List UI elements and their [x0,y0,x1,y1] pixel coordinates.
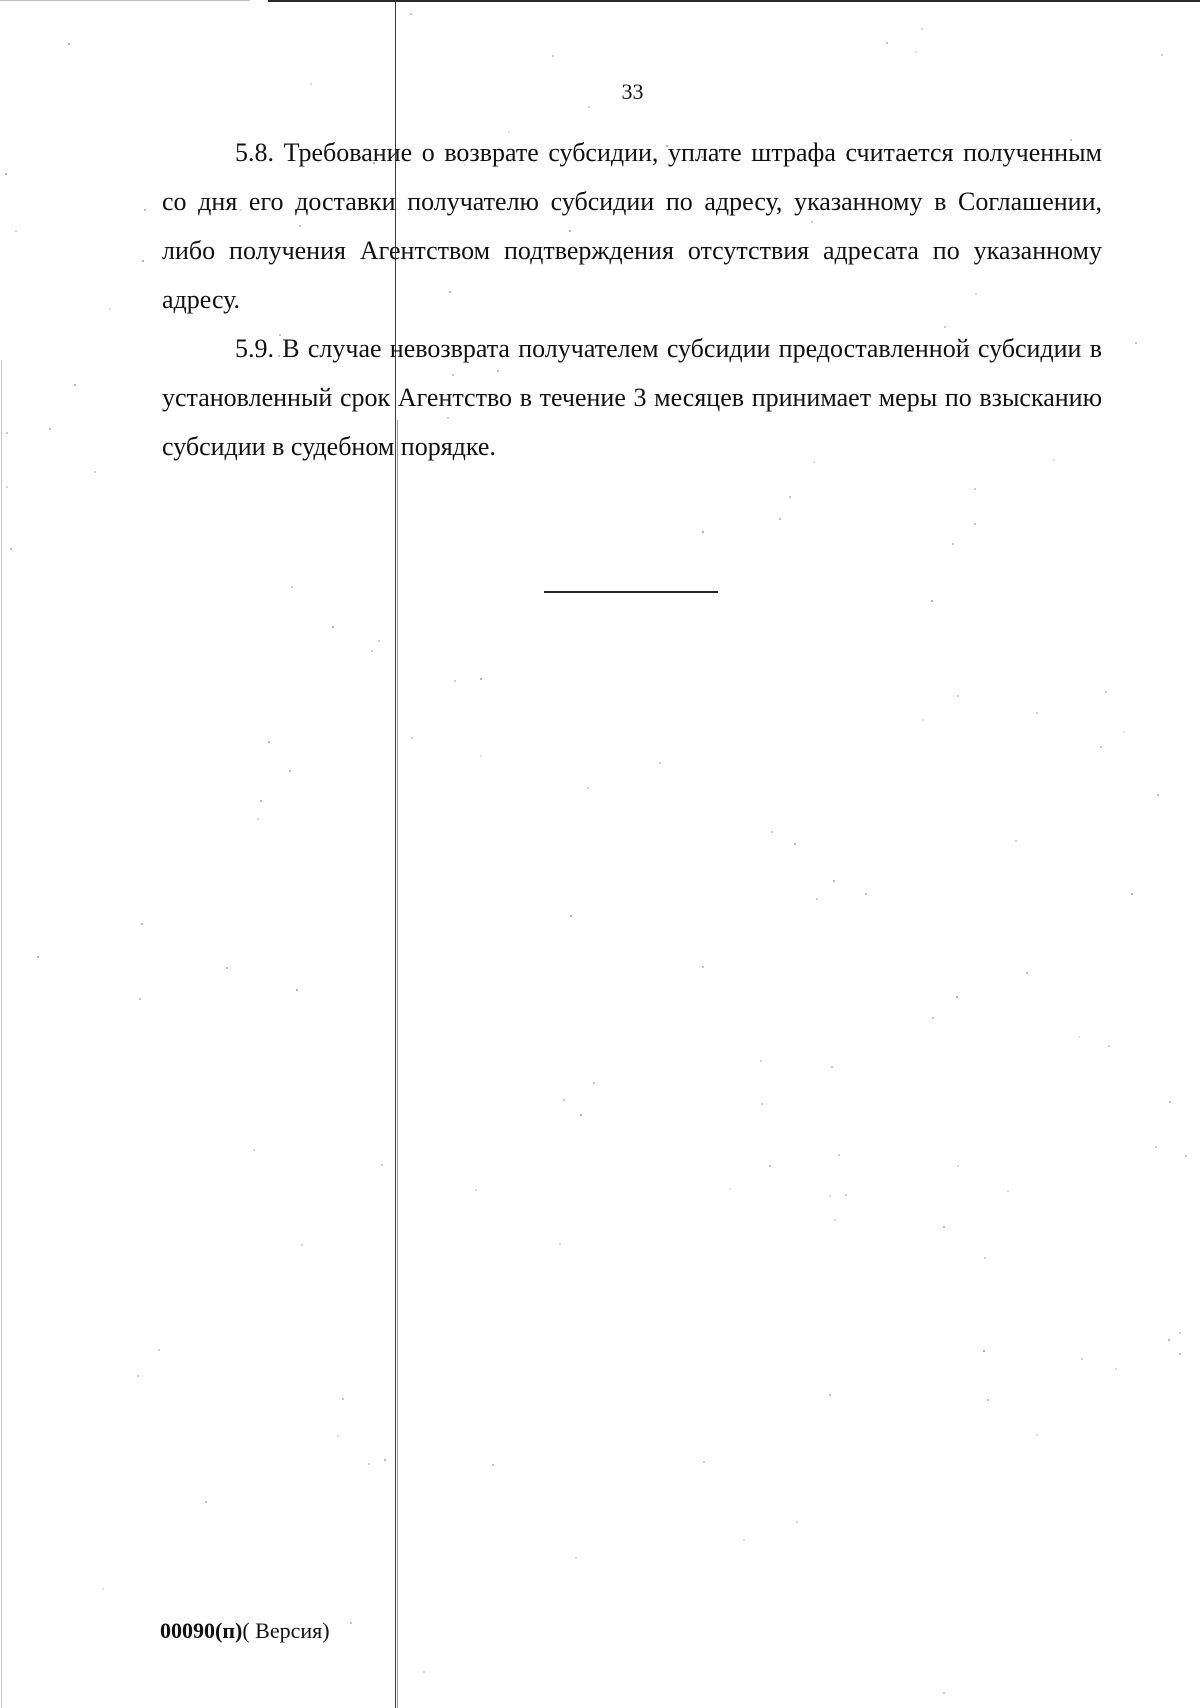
scan-speck [257,818,259,820]
scan-speck [702,531,704,533]
scan-top-edge-left [0,0,250,1]
scan-speck [205,1501,207,1503]
scan-speck [384,1459,386,1461]
scan-speck [411,737,413,739]
document-footer [160,1617,330,1645]
scan-speck [1108,1045,1110,1047]
scan-speck [109,308,111,310]
scan-speck [337,1435,339,1437]
scan-speck [1161,54,1163,56]
scan-speck [1123,731,1125,733]
scan-speck [141,923,143,925]
end-separator-line [544,591,718,593]
scan-speck [760,1060,762,1062]
scan-speck [834,1219,836,1221]
scan-speck [15,230,17,232]
scan-speck [6,486,8,488]
scan-speck [771,831,773,833]
scan-speck [49,428,51,430]
scan-speck [593,1082,595,1084]
scan-speck [1157,794,1159,796]
footer-code: 00090(п) [160,1618,243,1643]
scan-speck [1169,1101,1171,1103]
scan-speck [291,586,293,588]
scan-speck [921,28,923,30]
scan-speck [974,523,976,525]
page-number: 33 [621,79,644,104]
scan-speck [570,915,572,917]
scan-speck [829,1195,831,1197]
scan-speck [332,626,334,628]
footer-version: ( Версия) [242,1618,330,1643]
scan-speck [142,260,144,262]
scan-speck [1081,1358,1083,1360]
scan-speck [1131,893,1133,895]
scan-speck [816,898,818,900]
scan-speck [931,600,933,602]
scan-speck [144,209,146,211]
scan-speck [301,1244,303,1246]
scan-speck [475,1189,477,1191]
scan-speck [1100,746,1102,748]
scan-speck [5,173,7,175]
paragraph-5-8: 5.8. Требование о возврате субсидии, уплате штрафа считается полученным со дня его доставки получателю субсидии по адресу, указанному в Соглашении, либо получения Агентством подтверждения отсутствия адресата по указанному адресу. [162,138,1102,314]
scan-speck [1155,1146,1157,1148]
scan-speck [1115,1368,1117,1370]
scan-speck [139,998,141,1000]
scan-speck [838,1154,840,1156]
scan-speck [342,1398,344,1400]
scan-speck [743,1539,745,1541]
scan-speck [410,13,412,15]
scan-speck [1007,1190,1009,1192]
scan-speck [423,1671,425,1673]
scan-speck [915,51,917,53]
scan-speck [454,680,456,682]
scan-speck [702,966,704,968]
scan-speck [68,43,70,45]
scan-speck [6,432,8,434]
scan-speck [956,996,958,998]
scan-speck [1105,691,1107,693]
scan-speck [158,1349,160,1351]
scan-top-edge [268,0,1200,2]
scan-speck [587,787,589,789]
scan-speck [831,1066,833,1068]
scan-speck [378,640,380,642]
scan-speck [350,1622,352,1624]
scan-speck [865,893,867,895]
scan-speck [137,1375,139,1377]
scan-speck [943,1692,945,1694]
scan-speck [289,770,291,772]
scan-speck [1185,1155,1187,1157]
scan-speck [575,1557,577,1559]
scan-speck [552,55,554,57]
scan-speck [381,1164,383,1166]
scan-speck [659,762,661,764]
scan-speck [779,518,781,520]
scan-speck [10,548,12,550]
scan-speck [492,1464,494,1466]
scan-speck [563,1099,565,1101]
scan-speck [886,42,888,44]
scan-speck [1179,1332,1181,1334]
scan-speck [845,1194,847,1196]
scan-speck [922,719,924,721]
scan-speck [368,1463,370,1465]
scan-speck [984,1257,986,1259]
scan-speck [974,488,976,490]
scan-speck [1036,712,1038,714]
scan-speck [102,1588,104,1590]
scan-speck [260,800,262,802]
scan-speck [794,843,796,845]
scan-speck [987,1399,989,1401]
scan-speck [37,956,39,958]
paragraph-5-9: 5.9. В случае невозврата получателем субсидии предоставленной субсидии в установленный срок Агентство в течение 3 месяцев принимает меры по взысканию субсидии в судебном порядке. [162,334,1102,461]
scan-speck [1135,342,1137,344]
scan-speck [268,741,270,743]
scan-speck [559,1243,561,1245]
scan-speck [833,880,835,882]
scan-left-edge [1,360,2,1708]
scan-speck [371,650,373,652]
scan-speck [253,1149,255,1151]
scan-speck [703,1461,705,1463]
scan-speck [588,106,590,108]
scan-speck [480,755,482,757]
scan-speck [789,496,791,498]
scan-speck [94,471,96,473]
scan-speck [480,678,482,680]
scan-speck [74,384,76,386]
scan-speck [957,695,959,697]
scan-speck [580,1114,582,1116]
scan-speck [1168,1339,1170,1341]
scan-speck [296,989,298,991]
scan-speck [769,1165,771,1167]
scan-speck [761,1103,763,1105]
scan-speck [952,543,954,545]
scan-speck [729,1188,731,1190]
scan-speck [1026,972,1028,974]
scan-speck [1036,1434,1038,1436]
scan-speck [1015,840,1017,842]
scan-speck [932,1017,934,1019]
scan-speck [983,1350,985,1352]
scan-speck [943,1226,945,1228]
scan-speck [1078,1036,1080,1038]
scan-speck [829,1394,831,1396]
scan-speck [226,967,228,969]
scan-speck [796,1521,798,1523]
scan-speck [957,1165,959,1167]
scan-artifact-line-faint [397,420,398,1708]
scan-speck [1179,1353,1181,1355]
